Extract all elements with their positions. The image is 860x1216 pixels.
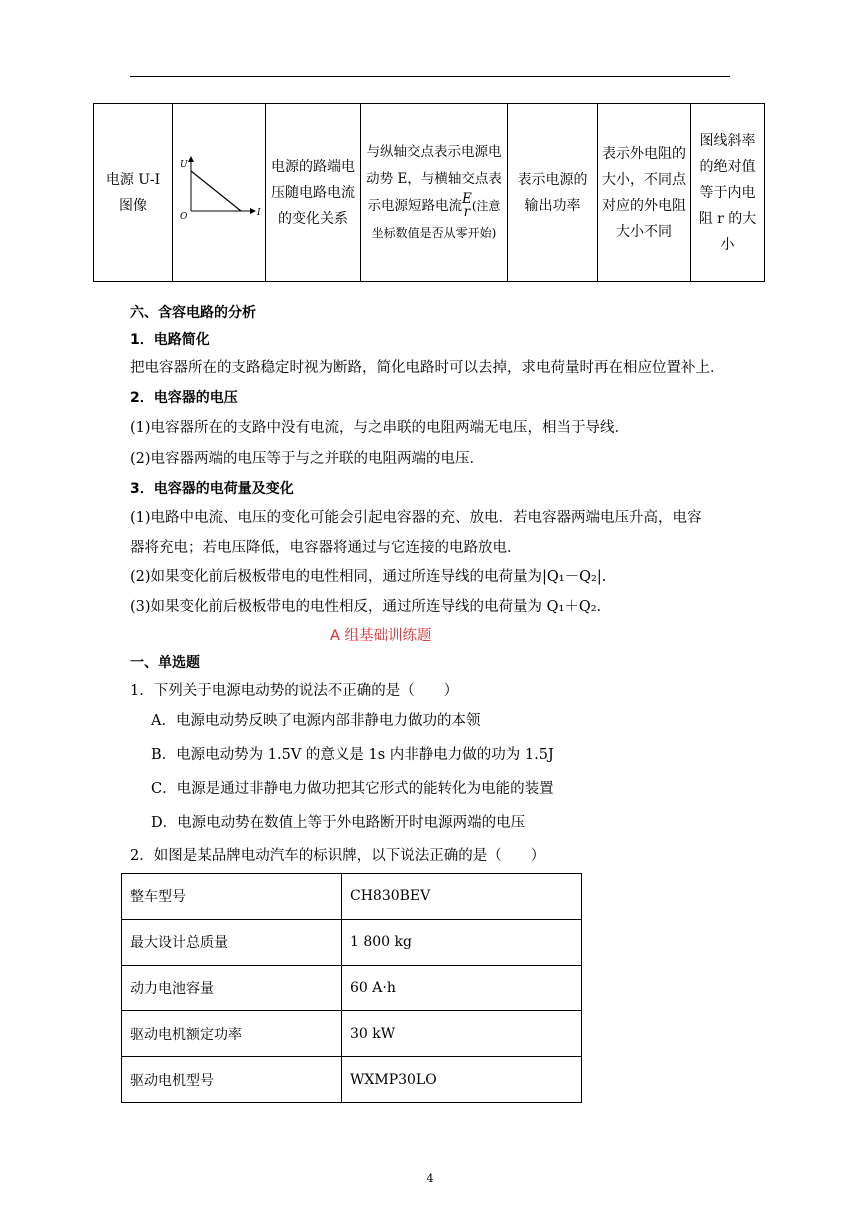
spec-key: 动力电池容量 [122,965,342,1011]
slope-cell: 图线斜率的绝对值等于内电阻 r 的大小 [691,104,765,282]
option-a: A．电源电动势反映了电源内部非静电力做功的本领 [151,713,481,729]
paragraph: 把电容器所在的支路稳定时视为断路，简化电路时可以去掉，求电荷量时再在相应位置补上． [130,360,725,376]
fraction: E r [461,191,472,220]
ui-graph [177,153,262,223]
intercept-text: 与纵轴交点表示电源电动势 E，与横轴交点表示电源短路电流 [366,143,502,214]
intercept-cell [361,104,508,282]
spec-value: WXMP30LO [342,1057,582,1103]
point-cell: 表示外电阻的大小，不同点对应的外电阻大小不同 [598,104,691,282]
subsection-title: 1．电路简化 [130,332,210,348]
page-number: 4 [426,1172,434,1185]
ui-graph-cell [173,104,266,282]
table-row [122,874,582,920]
section-title: 六、含容电路的分析 [130,305,256,321]
subsection-title: 3．电容器的电荷量及变化 [130,481,294,497]
question-type-title: 一、单选题 [130,655,200,671]
paragraph: 器将充电；若电压降低，电容器将通过与它连接的电路放电． [130,540,522,556]
meaning-cell: 电源的路端电压随电路电流的变化关系 [266,104,361,282]
spec-value: 1 800 kg [342,919,582,965]
question-stem: 2．如图是某品牌电动汽车的标识牌，以下说法正确的是（ ） [130,848,546,864]
subsection-title: 2．电容器的电压 [130,390,238,406]
spec-key: 驱动电机型号 [122,1057,342,1103]
option-b: B．电源电动势为 1.5V 的意义是 1s 内非静电力做的功为 1.5J [151,747,554,763]
row-label-cell: 电源 U-I 图像 [94,104,173,282]
graph-u-label: U [180,160,188,170]
area-cell: 表示电源的输出功率 [508,104,598,282]
paragraph: (1)电容器所在的支路中没有电流，与之串联的电阻两端无电压，相当于导线． [130,420,630,436]
spec-key: 整车型号 [122,874,342,920]
graph-i-label: I [257,208,261,218]
paragraph: (3)如果变化前后极板带电的电性相反，通过所连导线的电荷量为 Q₁＋Q₂. [130,599,602,615]
spec-value: 30 kW [342,1011,582,1057]
spec-value: CH830BEV [342,874,582,920]
table-row [122,919,582,965]
ui-line [191,171,241,211]
paragraph: (2)电容器两端的电压等于与之并联的电阻两端的电压． [130,451,485,467]
paragraph: (1)电路中电流、电压的变化可能会引起电容器的充、放电．若电容器两端电压升高，电容 [130,510,702,526]
table-row [122,1057,582,1103]
graph-o-label: O [180,212,188,222]
ui-graph-table [93,103,765,282]
intercept-note: (注意坐标数值是否从零开始) [371,198,501,240]
question-stem: 1．下列关于电源电动势的说法不正确的是（ ） [130,683,459,699]
table-row [122,965,582,1011]
option-c: C．电源是通过非静电力做功把其它形式的能转化为电能的装置 [151,781,554,797]
group-title: A 组基础训练题 [330,628,432,644]
spec-value: 60 A·h [342,965,582,1011]
option-d: D．电源电动势在数值上等于外电路断开时电源两端的电压 [151,815,526,831]
vehicle-spec-table [121,873,582,1103]
table-row [122,1011,582,1057]
paragraph: (2)如果变化前后极板带电的电性相同，通过所连导线的电荷量为|Q₁－Q₂|. [130,569,607,585]
spec-key: 驱动电机额定功率 [122,1011,342,1057]
spec-key: 最大设计总质量 [122,919,342,965]
header-rule [130,76,730,77]
